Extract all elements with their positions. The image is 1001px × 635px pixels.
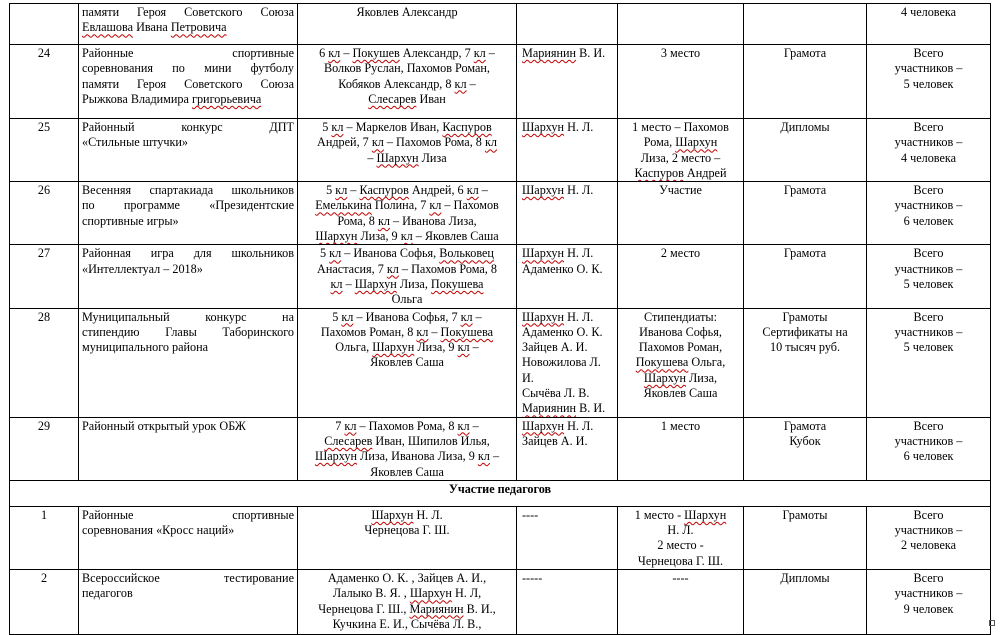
- participants-cell: [298, 4, 517, 45]
- participants-cell: [298, 119, 517, 182]
- event-name-cell: [79, 182, 298, 245]
- cell-line: ----: [672, 571, 689, 586]
- cell-line: Шархун Н. Л.: [522, 183, 594, 198]
- cell-line: Районный открытый урок ОБЖ: [82, 418, 246, 433]
- cell-line: Шархун Н. Л.: [522, 418, 594, 433]
- event-name-cell: [79, 245, 298, 308]
- result-cell: [618, 570, 744, 635]
- cell-line: Иванова Софья,: [639, 324, 722, 339]
- cell-line: Анастасия, 7 кл – Пахомов Рома, 8: [317, 261, 497, 276]
- cell-line: 6 кл – Покушев Александр, 7 кл –: [319, 46, 495, 60]
- leaders-cell: [517, 570, 618, 635]
- leaders-cell: [517, 182, 618, 245]
- cell-line: 5 человек: [903, 340, 954, 355]
- table-row: [10, 308, 991, 417]
- result-cell: [618, 308, 744, 417]
- cell-line: Новожилова Л.: [522, 355, 601, 370]
- award-cell: [744, 182, 867, 245]
- award-cell: [744, 45, 867, 119]
- cell-line: Всего: [913, 183, 944, 198]
- cell-line: Всего: [913, 120, 944, 134]
- cell-line: Яковлев Саша: [370, 355, 444, 370]
- cell-line: Стипендиаты:: [644, 309, 717, 324]
- row-number: 25: [10, 119, 79, 182]
- cell-line: Районные спортивные: [82, 507, 294, 522]
- cell-line: Сычёва Л. В.: [522, 386, 590, 401]
- event-name-cell: [79, 119, 298, 182]
- leaders-cell: [517, 4, 618, 45]
- total-cell: [867, 308, 991, 417]
- cell-line: Зайцев А. И.: [522, 433, 588, 448]
- leaders-cell: [517, 245, 618, 308]
- cell-line: 9 человек: [903, 601, 954, 616]
- participants-cell: [298, 417, 517, 480]
- table-row: [10, 245, 991, 308]
- cell-line: 1 место - Шархун: [634, 507, 727, 522]
- row-number: 27: [10, 245, 79, 308]
- cell-line: 2 человека: [900, 538, 957, 553]
- cell-line: 2 место: [660, 246, 701, 261]
- leaders-cell: [517, 417, 618, 480]
- cell-line: ----: [522, 507, 539, 522]
- cell-line: 10 тысяч руб.: [769, 340, 841, 355]
- cell-line: участников –: [894, 261, 963, 276]
- table-row: [10, 4, 991, 45]
- event-name-cell: [79, 45, 298, 119]
- cell-line: 5 кл – Иванова Софья, Вольковец: [320, 246, 494, 261]
- cell-line: Участие: [659, 183, 702, 198]
- cell-line: Дипломы: [780, 571, 830, 586]
- cell-line: памяти Героя Советского Союза: [82, 5, 294, 19]
- cell-line: Кучкина Е. И., Сычёва Л. В.,: [332, 616, 482, 631]
- award-cell: [744, 308, 867, 417]
- cell-line: Всего: [913, 246, 944, 261]
- cell-line: Мариянин В. И.: [522, 401, 606, 416]
- award-cell: [744, 570, 867, 635]
- cell-line: Кобяков Александр, 8 кл –: [338, 76, 476, 91]
- table-row: [10, 45, 991, 119]
- table-row: [10, 182, 991, 245]
- table-resize-handle[interactable]: [989, 620, 995, 626]
- cell-line: Грамоты: [782, 309, 828, 324]
- cell-line: педагогов: [82, 586, 133, 601]
- cell-line: Рома, Шархун: [643, 135, 718, 150]
- cell-line: 3 место: [660, 46, 701, 60]
- event-name-cell: [79, 4, 298, 45]
- cell-line: Грамоты: [782, 507, 828, 522]
- participants-cell: [298, 308, 517, 417]
- cell-line: Ольга: [391, 292, 423, 307]
- cell-line: Шархун Н. Л.: [522, 246, 594, 261]
- cell-line: Яковлев Александр: [356, 5, 458, 19]
- cell-line: Районная игра для школьников: [82, 246, 294, 261]
- cell-line: 6 человек: [903, 449, 954, 464]
- cell-line: Адаменко О. К.: [522, 261, 603, 276]
- table-row: [10, 570, 991, 635]
- cell-line: стипендию Главы Таборинского: [82, 324, 294, 339]
- cell-line: памяти Героя Советского Союза: [82, 76, 294, 91]
- cell-line: Слесарев Иван, Шипилов Илья,: [324, 433, 490, 448]
- row-number: 28: [10, 308, 79, 417]
- cell-line: Шархун Н. Л.: [522, 309, 594, 324]
- cell-line: Рыжкова Владимира григорьевича: [82, 91, 262, 106]
- cell-line: Районные спортивные: [82, 46, 294, 60]
- cell-line: 6 человек: [903, 213, 954, 228]
- total-cell: [867, 4, 991, 45]
- cell-line: Пахомов Роман,: [638, 340, 723, 355]
- cell-line: 5 кл – Иванова Софья, 7 кл –: [332, 309, 482, 324]
- cell-line: Каспуров Андрей: [634, 165, 727, 180]
- cell-line: Шархун Н. Л.: [522, 120, 594, 134]
- cell-line: Грамота: [783, 46, 827, 60]
- cell-line: 5 человек: [903, 276, 954, 291]
- cell-line: Чернецова Г. Ш., Мариянин В. И.,: [318, 601, 496, 616]
- cell-line: Н. Л.: [667, 523, 694, 538]
- cell-line: Грамота: [783, 418, 827, 433]
- cell-line: Сертификаты на: [762, 324, 848, 339]
- participants-cell: [298, 506, 517, 569]
- cell-line: 5 кл – Каспуров Андрей, 6 кл –: [326, 183, 488, 198]
- cell-line: участников –: [894, 586, 963, 601]
- student-events-section: [10, 4, 991, 481]
- leaders-cell: [517, 119, 618, 182]
- award-cell: [744, 417, 867, 480]
- cell-line: «Стильные штучки»: [82, 135, 189, 150]
- cell-line: – Шархун Лиза: [367, 150, 447, 165]
- result-cell: [618, 119, 744, 182]
- cell-line: 7 кл – Пахомов Рома, 8 кл –: [335, 418, 479, 433]
- event-name-cell: [79, 417, 298, 480]
- cell-line: Адаменко О. К. , Зайцев А. И.,: [327, 571, 487, 586]
- cell-line: -----: [522, 571, 543, 586]
- cell-line: Пахомов Роман, 8 кл – Покушева: [320, 324, 494, 339]
- cell-line: участников –: [894, 523, 963, 538]
- event-name-cell: [79, 308, 298, 417]
- cell-line: участников –: [894, 61, 963, 76]
- cell-line: спортивные игры»: [82, 213, 179, 228]
- cell-line: «Интеллектуал – 2018»: [82, 261, 203, 276]
- cell-line: Андрей, 7 кл – Пахомов Рома, 8 кл: [317, 135, 497, 150]
- leaders-cell: [517, 45, 618, 119]
- cell-line: Лалыко В. Я. , Шархун Н. Л,: [332, 586, 482, 601]
- cell-line: Кубок: [789, 433, 821, 448]
- cell-line: Муниципальный конкурс на: [82, 309, 294, 324]
- cell-line: Шархун Лиза,: [643, 370, 718, 385]
- cell-line: Грамота: [783, 183, 827, 198]
- cell-line: Рома, 8 кл – Иванова Лиза,: [337, 213, 477, 228]
- total-cell: [867, 119, 991, 182]
- section-title: Участие педагогов: [10, 480, 991, 506]
- row-number: 2: [10, 570, 79, 635]
- cell-line: Лиза, 2 место –: [640, 150, 721, 165]
- cell-line: Дипломы: [780, 120, 830, 134]
- table-row: [10, 417, 991, 480]
- cell-line: Слесарев Иван: [368, 91, 446, 106]
- cell-line: Всего: [913, 507, 944, 522]
- section-row: [10, 480, 991, 506]
- total-cell: [867, 182, 991, 245]
- cell-line: 1 место – Пахомов: [632, 120, 729, 134]
- cell-line: 4 человека: [900, 5, 957, 19]
- participants-cell: [298, 182, 517, 245]
- cell-line: 1 место: [660, 418, 701, 433]
- total-cell: [867, 245, 991, 308]
- cell-line: Зайцев А. И.: [522, 340, 588, 355]
- cell-line: по программе «Президентские: [82, 198, 294, 213]
- cell-line: Весенняя спартакиада школьников: [82, 183, 294, 198]
- participants-cell: [298, 45, 517, 119]
- cell-line: Яковлев Саша: [370, 464, 444, 479]
- cell-line: Шархун Лиза, 9 кл – Яковлев Саша: [315, 229, 499, 244]
- participants-cell: [298, 245, 517, 308]
- cell-line: Чернецова Г. Ш.: [637, 553, 724, 568]
- cell-line: Чернецова Г. Ш.: [364, 523, 450, 538]
- event-name-cell: [79, 570, 298, 635]
- cell-line: участников –: [894, 198, 963, 213]
- event-name-cell: [79, 506, 298, 569]
- cell-line: Мариянин В. И.: [522, 46, 606, 60]
- result-cell: [618, 182, 744, 245]
- cell-line: Евлашова Ивана Петровича: [82, 20, 227, 35]
- award-cell: [744, 245, 867, 308]
- total-cell: [867, 45, 991, 119]
- row-number: 29: [10, 417, 79, 480]
- result-cell: [618, 45, 744, 119]
- cell-line: Волков Руслан, Пахомов Роман,: [324, 61, 490, 76]
- cell-line: муниципального района: [82, 340, 209, 355]
- table-row: [10, 119, 991, 182]
- row-number: 1: [10, 506, 79, 569]
- cell-line: Адаменко О. К.: [522, 324, 603, 339]
- row-number: 26: [10, 182, 79, 245]
- cell-line: участников –: [894, 324, 963, 339]
- cell-line: Всего: [913, 309, 944, 324]
- cell-line: Грамота: [783, 246, 827, 261]
- award-cell: [744, 4, 867, 45]
- cell-line: И.: [522, 370, 534, 385]
- cell-line: 4 человека: [900, 150, 957, 165]
- cell-line: 2 место -: [657, 538, 704, 553]
- cell-line: Ольга, Шархун Лиза, 9 кл –: [335, 340, 479, 355]
- cell-line: Всего: [913, 571, 944, 586]
- cell-line: Районный конкурс ДПТ: [82, 120, 294, 134]
- row-number: 24: [10, 45, 79, 119]
- table-row: [10, 506, 991, 569]
- row-number: [10, 4, 79, 45]
- result-cell: [618, 245, 744, 308]
- total-cell: [867, 417, 991, 480]
- cell-line: Шархун Н. Л.: [371, 507, 443, 522]
- teachers-section-header: [10, 480, 991, 506]
- cell-line: кл – Шархун Лиза, Покушева: [330, 276, 484, 291]
- teacher-events-section: [10, 506, 991, 634]
- result-cell: [618, 4, 744, 45]
- cell-line: соревнования «Кросс наций»: [82, 523, 235, 538]
- cell-line: Покушева Ольга,: [635, 355, 726, 370]
- cell-line: 5 кл – Маркелов Иван, Каспуров: [322, 120, 492, 134]
- award-cell: [744, 119, 867, 182]
- cell-line: 5 человек: [903, 76, 954, 91]
- report-table: [9, 3, 991, 635]
- cell-line: Емелькина Полина, 7 кл – Пахомов: [315, 198, 499, 213]
- result-cell: [618, 417, 744, 480]
- cell-line: соревнования по мини футболу: [82, 61, 294, 76]
- cell-line: Всего: [913, 418, 944, 433]
- leaders-cell: [517, 308, 618, 417]
- leaders-cell: [517, 506, 618, 569]
- total-cell: [867, 506, 991, 569]
- cell-line: Всероссийское тестирование: [82, 571, 294, 586]
- cell-line: участников –: [894, 433, 963, 448]
- result-cell: [618, 506, 744, 569]
- cell-line: Шархун Лиза, Иванова Лиза, 9 кл –: [314, 449, 500, 464]
- cell-line: Всего: [913, 46, 944, 60]
- cell-line: Яковлев Саша: [643, 386, 718, 401]
- cell-line: участников –: [894, 135, 963, 150]
- award-cell: [744, 506, 867, 569]
- total-cell: [867, 570, 991, 635]
- participants-cell: [298, 570, 517, 635]
